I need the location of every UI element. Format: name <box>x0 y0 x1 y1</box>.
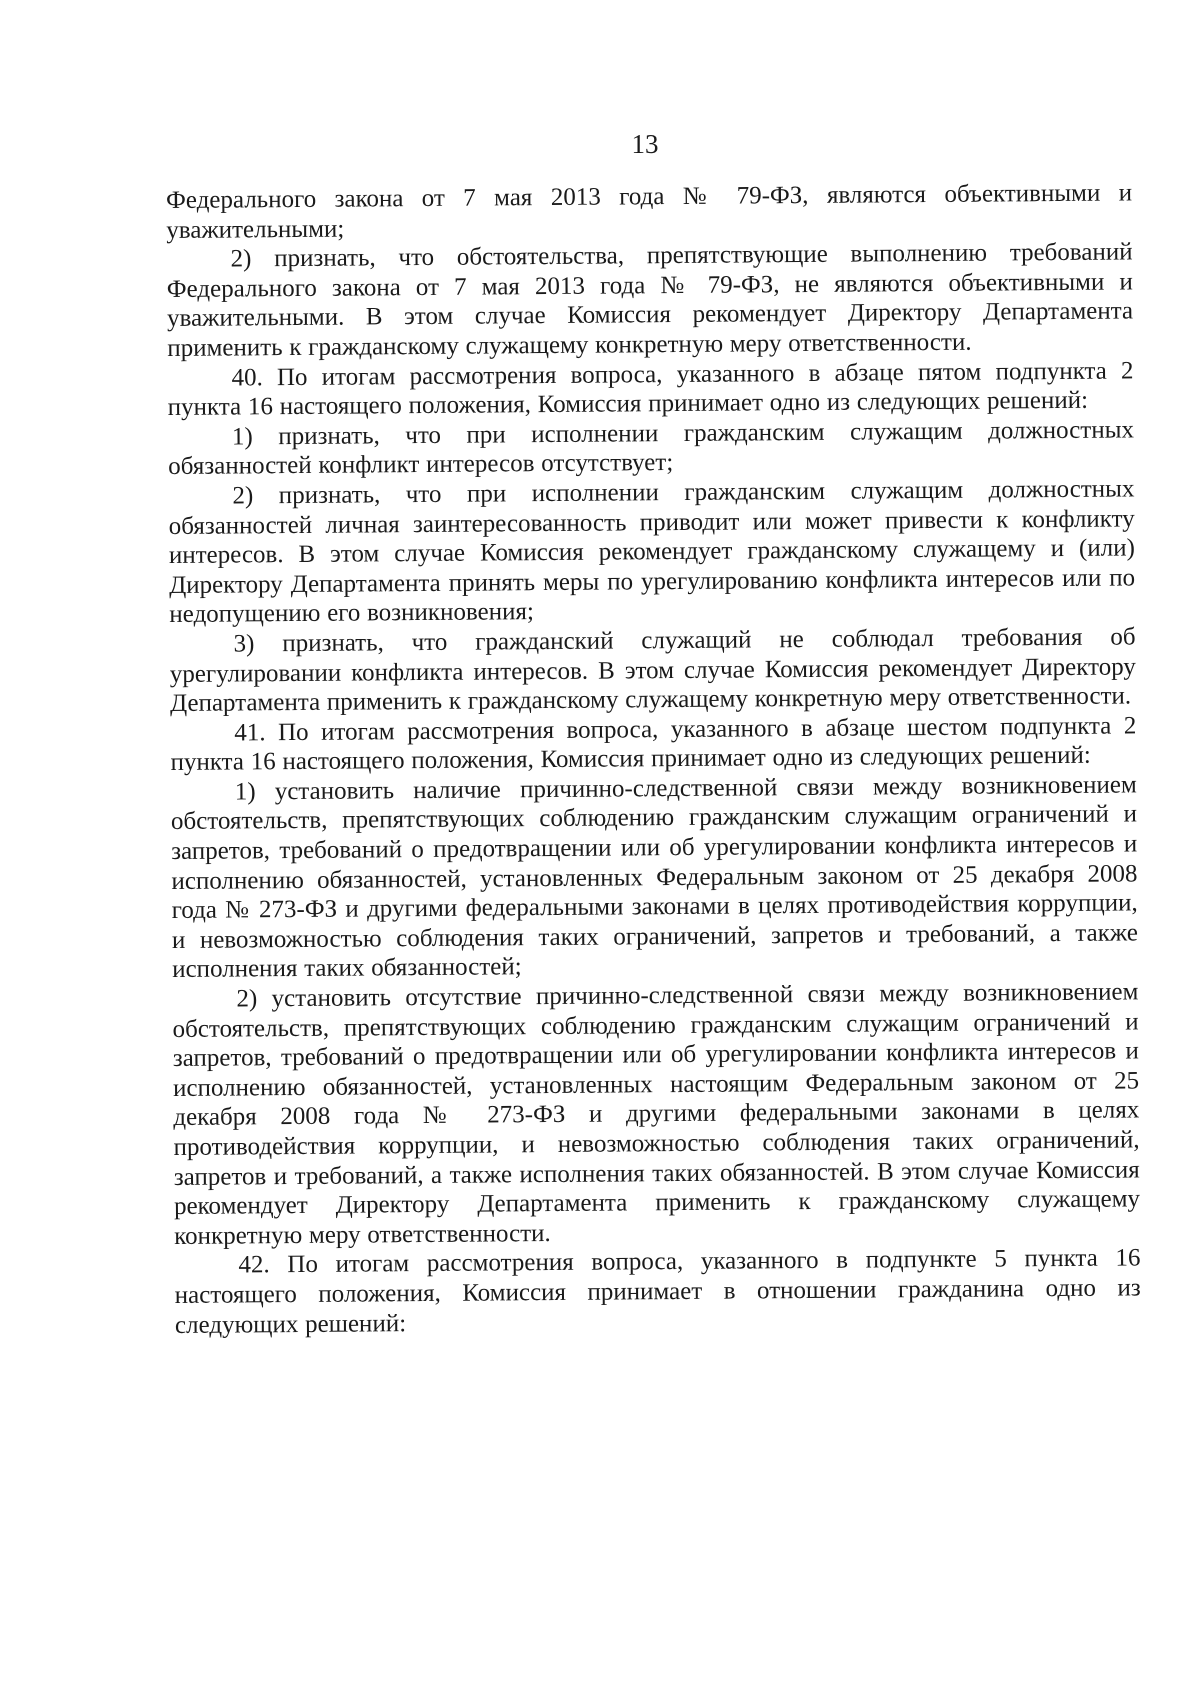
paragraph-40: 40. По итогам рассмотрения вопроса, указанного в абзаце пятом подпункта 2 пункта 16 настоящего положения, Комиссия принимает одно из следующих решений: <box>167 356 1134 422</box>
paragraph-40-item-3: 3) признать, что гражданский служащий не соблюдал требования об урегулировании конфликта интересов. В этом случае Комиссия рекомендует Директору Департамента применить к гражданскому служащему конкретную меру ответственности. <box>169 623 1136 718</box>
paragraph-40-item-2: 2) признать, что при исполнении гражданским служащим должностных обязанностей личная заинтересованность приводит или может привести к конфликту интересов. В этом случае Комиссия рекомендует гражданскому служащему и (или) Директору Департамента принять меры по урегулированию конфликта интересов или по недопущению его возникновения; <box>168 475 1136 629</box>
paragraph-41-item-1: 1) установить наличие причинно-следственной связи между возникновением обстоятельств, препятствующих соблюдению гражданским служащим ограничений и запретов, требований о предотвращении или об урегулировании конфликта интересов и исполнению обязанностей, установленных Федеральным законом от 25 декабря 2008 года № 273-ФЗ и другими федеральными законами в целях противодействия коррупции, и невозможностью соблюдения таких ограничений, запретов и требований, а также исполнения таких обязанностей; <box>170 771 1139 984</box>
paragraph-42: 42. По итогам рассмотрения вопроса, указанного в подпункте 5 пункта 16 настоящего положения, Комиссия принимает в отношении гражданина одно из следующих решений: <box>174 1244 1141 1339</box>
paragraph-41: 41. По итогам рассмотрения вопроса, указанного в абзаце шестом подпункта 2 пункта 16 настоящего положения, Комиссия принимает одно из следующих решений: <box>170 712 1137 777</box>
document-body <box>166 178 1141 1340</box>
page-number: 13 <box>631 129 659 159</box>
paragraph-39-item-2: 2) признать, что обстоятельства, препятствующие выполнению требований Федерального закона от 7 мая 2013 года № 79-ФЗ, не являются объективными и уважительными. В этом случае Комиссия рекомендует Директору Департамента применить к гражданскому служащему конкретную меру ответственности. <box>166 238 1134 362</box>
paragraph-41-item-2: 2) установить отсутствие причинно-следственной связи между возникновением обстоятельств, препятствующих соблюдению гражданским служащим ограничений и запретов, требований о предотвращении или об урегулировании конфликта интересов и исполнению обязанностей, установленных настоящим Федеральным законом от 25 декабря 2008 года № 273-ФЗ и другими федеральными законами в целях противодействия коррупции, и невозможностью соблюдения таких ограничений, запретов и требований, а также исполнения таких обязанностей. В этом случае Комиссия рекомендует Директору Департамента применить к гражданскому служащему конкретную меру ответственности. <box>172 978 1141 1250</box>
paragraph-continuation: Федерального закона от 7 мая 2013 года № 79-ФЗ, являются объективными и уважительными; <box>166 179 1133 244</box>
paragraph-40-item-1: 1) признать, что при исполнении гражданским служащим должностных обязанностей конфликт интересов отсутствует; <box>168 416 1135 481</box>
